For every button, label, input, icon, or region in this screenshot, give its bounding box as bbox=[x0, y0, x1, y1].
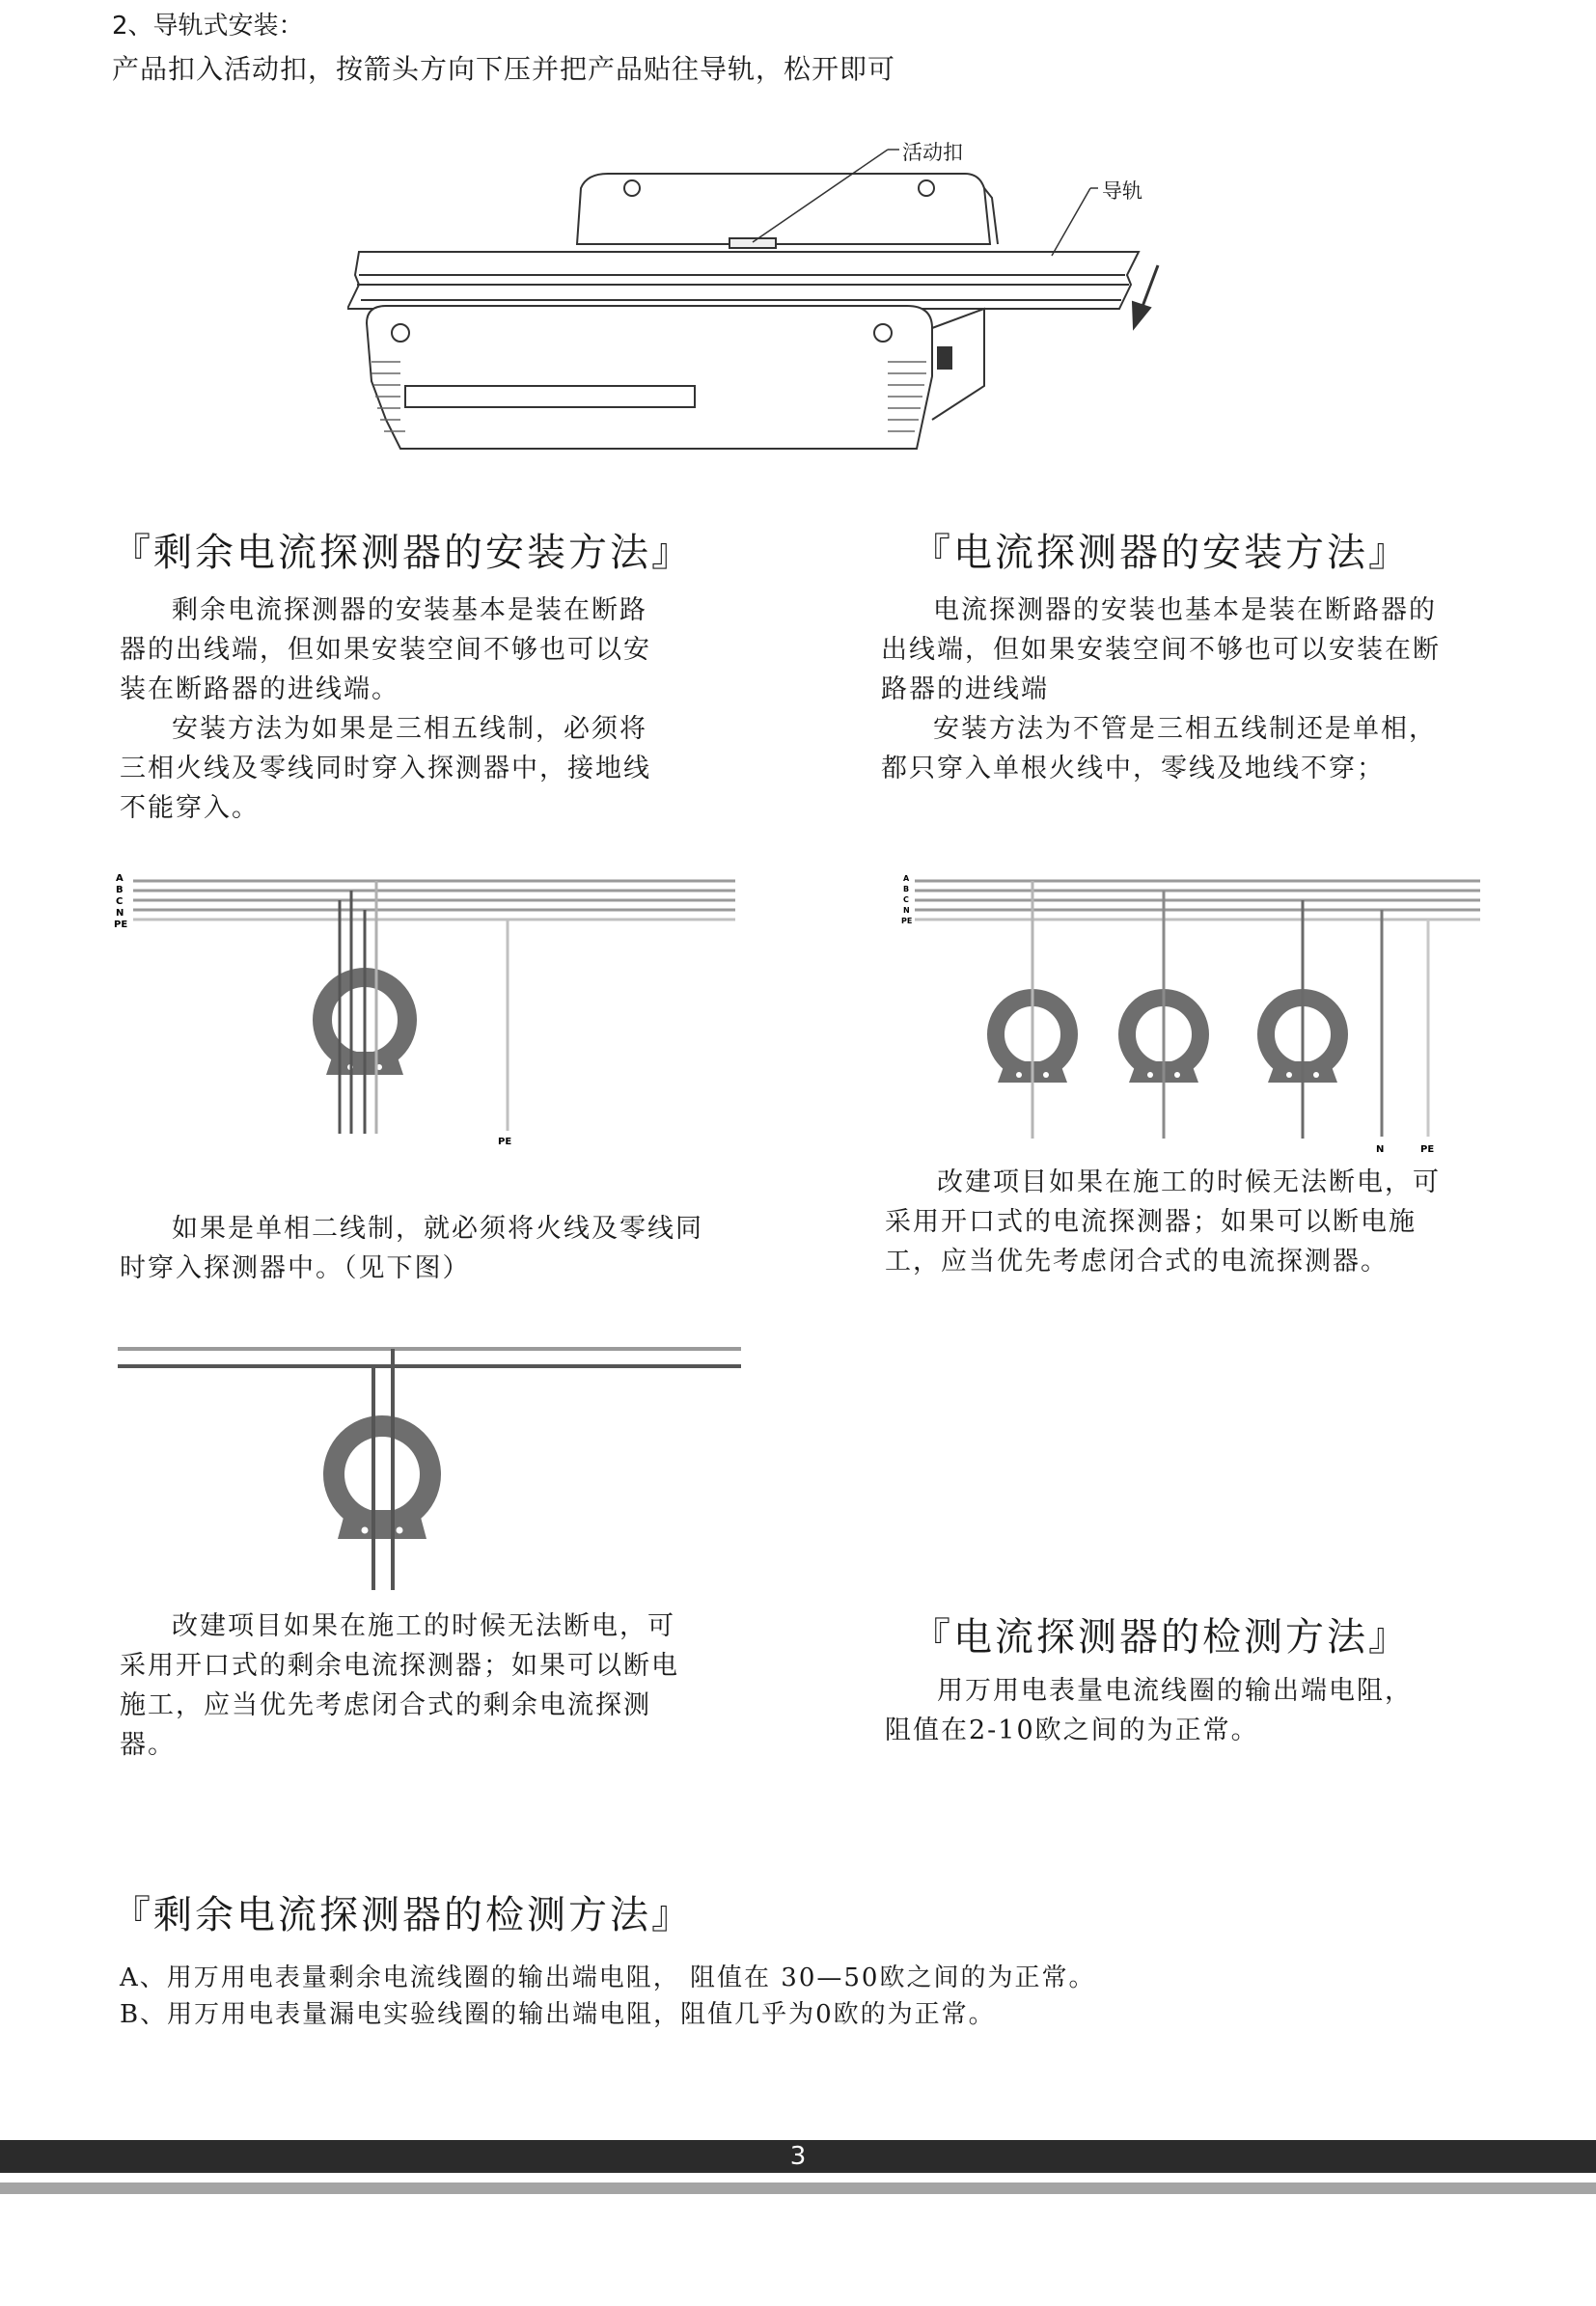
label-c: C bbox=[116, 896, 124, 907]
section-heading: 2、导轨式安装： bbox=[112, 12, 304, 41]
residual-retrofit-note-text: 改建项目如果在施工的时候无法断电，可采用开口式的剩余电流探测器；如果可以断电施工，应当优先考虑闭合式的剩余电流探测器。 bbox=[120, 1611, 679, 1760]
current-install-text bbox=[881, 590, 1460, 788]
label-pe-right: PE bbox=[901, 917, 913, 925]
residual-install-text bbox=[120, 590, 670, 828]
footer-line bbox=[0, 2182, 1596, 2194]
page-number: 3 bbox=[789, 2142, 807, 2171]
single-phase-note bbox=[120, 1209, 708, 1288]
current-retrofit-note bbox=[885, 1163, 1464, 1281]
single-phase-coil bbox=[334, 1426, 430, 1523]
label-c-right: C bbox=[903, 895, 909, 904]
residual-retrofit-note bbox=[120, 1606, 679, 1765]
label-b-right: B bbox=[903, 885, 910, 893]
residual-wiring-diagram bbox=[112, 868, 749, 1148]
residual-install-title: 『剩余电流探测器的安装方法』 bbox=[112, 531, 693, 575]
label-n: N bbox=[116, 908, 124, 919]
current-retrofit-note-text: 改建项目如果在施工的时候无法断电，可采用开口式的电流探测器；如果可以断电施工，应当优先考虑闭合式的电流探测器。 bbox=[885, 1167, 1441, 1277]
residual-install-p1: 剩余电流探测器的安装基本是装在断路器的出线端，但如果安装空间不够也可以安装在断路器的进线端。 bbox=[120, 595, 651, 704]
current-test-text bbox=[885, 1671, 1425, 1750]
rail-label: 导轨 bbox=[1102, 179, 1142, 203]
label-pe-drop: PE bbox=[498, 1137, 512, 1147]
residual-install-p2: 安装方法为如果是三相五线制，必须将三相火线及零线同时穿入探测器中，接地线不能穿入。 bbox=[120, 714, 651, 823]
label-pe-drop-right: PE bbox=[1420, 1144, 1435, 1155]
clip-label: 活动扣 bbox=[902, 141, 963, 164]
residual-test-item-a: A、用万用电表量剩余电流线圈的输出端电阻， 阻值在 30—50欧之间的为正常。 bbox=[120, 1963, 1096, 1992]
label-pe: PE bbox=[114, 920, 128, 930]
install-instruction: 产品扣入活动扣，按箭头方向下压并把产品贴往导轨，松开即可 bbox=[112, 53, 896, 85]
current-install-title: 『电流探测器的安装方法』 bbox=[912, 531, 1410, 575]
label-a-right: A bbox=[903, 874, 910, 883]
label-n-drop: N bbox=[1376, 1144, 1385, 1155]
single-phase-note-text: 如果是单相二线制，就必须将火线及零线同时穿入探测器中。（见下图） bbox=[120, 1214, 703, 1283]
single-phase-diagram bbox=[112, 1341, 749, 1602]
current-install-p1: 电流探测器的安装也基本是装在断路器的出线端，但如果安装空间不够也可以安装在断路器的进线端 bbox=[881, 595, 1441, 704]
label-b: B bbox=[116, 885, 124, 895]
current-install-p2: 安装方法为不管是三相五线制还是单相，都只穿入单根火线中，零线及地线不穿； bbox=[881, 714, 1437, 783]
label-n-right: N bbox=[903, 906, 910, 915]
current-test-title: 『电流探测器的检测方法』 bbox=[912, 1615, 1410, 1660]
label-a: A bbox=[116, 873, 124, 884]
residual-test-item-b: B、用万用电表量漏电实验线圈的输出端电阻，阻值几乎为0欧的为正常。 bbox=[120, 2000, 996, 2029]
rail-mount-diagram bbox=[347, 130, 1197, 473]
residual-test-title: 『剩余电流探测器的检测方法』 bbox=[112, 1893, 693, 1937]
current-test-body: 用万用电表量电流线圈的输出端电阻，阻值在2-10欧之间的为正常。 bbox=[885, 1676, 1413, 1745]
current-wiring-diagram bbox=[897, 868, 1486, 1158]
